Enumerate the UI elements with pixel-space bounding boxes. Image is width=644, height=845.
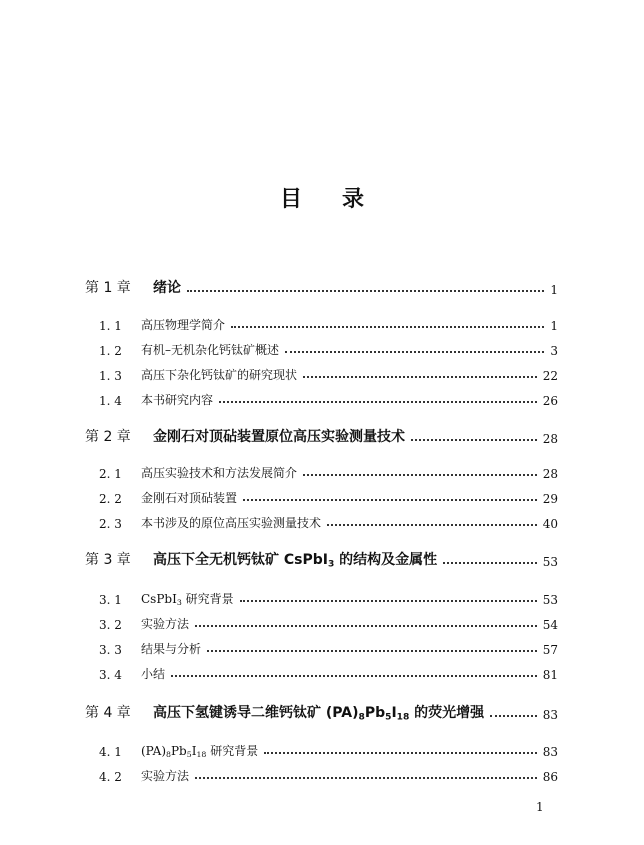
page-number: 86 bbox=[542, 770, 558, 784]
chapter-number: 第 4 章 bbox=[85, 705, 131, 721]
toc-chapter-2[interactable] bbox=[85, 426, 558, 446]
section-number: 3. 4 bbox=[99, 668, 122, 682]
page-number: 53 bbox=[542, 555, 558, 569]
section-title: 实验方法 bbox=[141, 769, 190, 783]
page-number: 28 bbox=[542, 467, 558, 481]
section-number: 3. 1 bbox=[99, 593, 122, 607]
toc-section-1-4[interactable] bbox=[85, 388, 558, 408]
page-number: 83 bbox=[542, 708, 558, 722]
section-title: CsPbI$_3$ 研究背景 bbox=[141, 592, 234, 607]
dot-leader bbox=[327, 524, 537, 526]
dot-leader bbox=[231, 326, 544, 328]
section-number: 4. 2 bbox=[99, 770, 122, 784]
page-number: 53 bbox=[542, 593, 558, 607]
dot-leader bbox=[303, 376, 537, 378]
page-number: 29 bbox=[542, 492, 558, 506]
dot-leader bbox=[285, 351, 544, 353]
page-number: 26 bbox=[542, 394, 558, 408]
section-number: 1. 2 bbox=[99, 344, 122, 358]
dot-leader bbox=[411, 439, 537, 441]
toc-section-1-3[interactable] bbox=[85, 363, 558, 383]
chapter-number: 第 3 章 bbox=[85, 552, 131, 568]
dot-leader bbox=[303, 474, 537, 476]
chapter-number: 第 2 章 bbox=[85, 429, 131, 445]
toc-section-4-1[interactable] bbox=[85, 739, 558, 759]
page-number: 83 bbox=[542, 745, 558, 759]
section-title: 实验方法 bbox=[141, 617, 190, 631]
page-number: 22 bbox=[542, 369, 558, 383]
section-number: 2. 3 bbox=[99, 517, 122, 531]
page-number: 28 bbox=[542, 432, 558, 446]
chapter-title: 高压下全无机钙钛矿 CsPbI$_3$ 的结构及金属性 bbox=[153, 551, 438, 569]
toc-section-3-4[interactable] bbox=[85, 662, 558, 682]
chapter-number: 第 1 章 bbox=[85, 280, 131, 296]
chapter-title: 高压下氢键诱导二维钙钛矿 $(PA)_8Pb_5I_{18}$ 的荧光增强 bbox=[153, 704, 485, 722]
section-title: 结果与分析 bbox=[141, 642, 202, 656]
page-number: 40 bbox=[542, 517, 558, 531]
page-number: 3 bbox=[550, 344, 558, 358]
page-number: 1 bbox=[550, 283, 558, 297]
toc-section-1-1[interactable] bbox=[85, 313, 558, 333]
section-title: 金刚石对顶砧装置 bbox=[141, 491, 238, 505]
toc-section-3-2[interactable] bbox=[85, 612, 558, 632]
toc-chapter-3[interactable] bbox=[85, 549, 558, 569]
section-number: 1. 3 bbox=[99, 369, 122, 383]
section-title: 小结 bbox=[141, 667, 166, 681]
chapter-title: 绪论 bbox=[153, 280, 181, 296]
toc-section-3-3[interactable] bbox=[85, 637, 558, 657]
section-title: 高压物理学简介 bbox=[141, 318, 226, 332]
dot-leader bbox=[207, 650, 537, 652]
page-footer-number: 1 bbox=[536, 800, 544, 814]
dot-leader bbox=[264, 752, 537, 754]
toc-section-2-1[interactable] bbox=[85, 461, 558, 481]
section-title: 本书研究内容 bbox=[141, 393, 214, 407]
page-number: 54 bbox=[542, 618, 558, 632]
section-title: 高压下杂化钙钛矿的研究现状 bbox=[141, 368, 298, 382]
section-title: 本书涉及的原位高压实验测量技术 bbox=[141, 516, 322, 530]
dot-leader bbox=[490, 715, 537, 717]
dot-leader bbox=[187, 290, 544, 292]
toc-section-2-2[interactable] bbox=[85, 486, 558, 506]
toc-section-1-2[interactable] bbox=[85, 338, 558, 358]
toc-chapter-4[interactable] bbox=[85, 702, 558, 722]
toc-chapter-1[interactable] bbox=[85, 277, 558, 297]
chapter-title: 金刚石对顶砧装置原位高压实验测量技术 bbox=[153, 429, 405, 445]
section-number: 3. 3 bbox=[99, 643, 122, 657]
dot-leader bbox=[171, 675, 537, 677]
section-number: 2. 1 bbox=[99, 467, 122, 481]
dot-leader bbox=[195, 777, 537, 779]
section-title: 有机–无机杂化钙钛矿概述 bbox=[141, 343, 280, 357]
section-number: 4. 1 bbox=[99, 745, 122, 759]
section-number: 1. 1 bbox=[99, 319, 122, 333]
dot-leader bbox=[195, 625, 537, 627]
dot-leader bbox=[240, 600, 537, 602]
page-number: 57 bbox=[542, 643, 558, 657]
section-number: 3. 2 bbox=[99, 618, 122, 632]
section-number: 2. 2 bbox=[99, 492, 122, 506]
title-char-1: 目 bbox=[279, 186, 302, 212]
table-of-contents bbox=[85, 0, 558, 845]
section-title: $(PA)_8Pb_5I_{18}$ 研究背景 bbox=[141, 744, 259, 759]
section-title: 高压实验技术和方法发展简介 bbox=[141, 466, 298, 480]
page-number: 81 bbox=[542, 668, 558, 682]
toc-section-4-2[interactable] bbox=[85, 764, 558, 784]
section-number: 1. 4 bbox=[99, 394, 122, 408]
title-char-2: 录 bbox=[342, 186, 365, 212]
page-number: 1 bbox=[550, 319, 558, 333]
toc-section-3-1[interactable] bbox=[85, 587, 558, 607]
dot-leader bbox=[443, 562, 537, 564]
toc-section-2-3[interactable] bbox=[85, 511, 558, 531]
dot-leader bbox=[243, 499, 537, 501]
dot-leader bbox=[219, 401, 537, 403]
